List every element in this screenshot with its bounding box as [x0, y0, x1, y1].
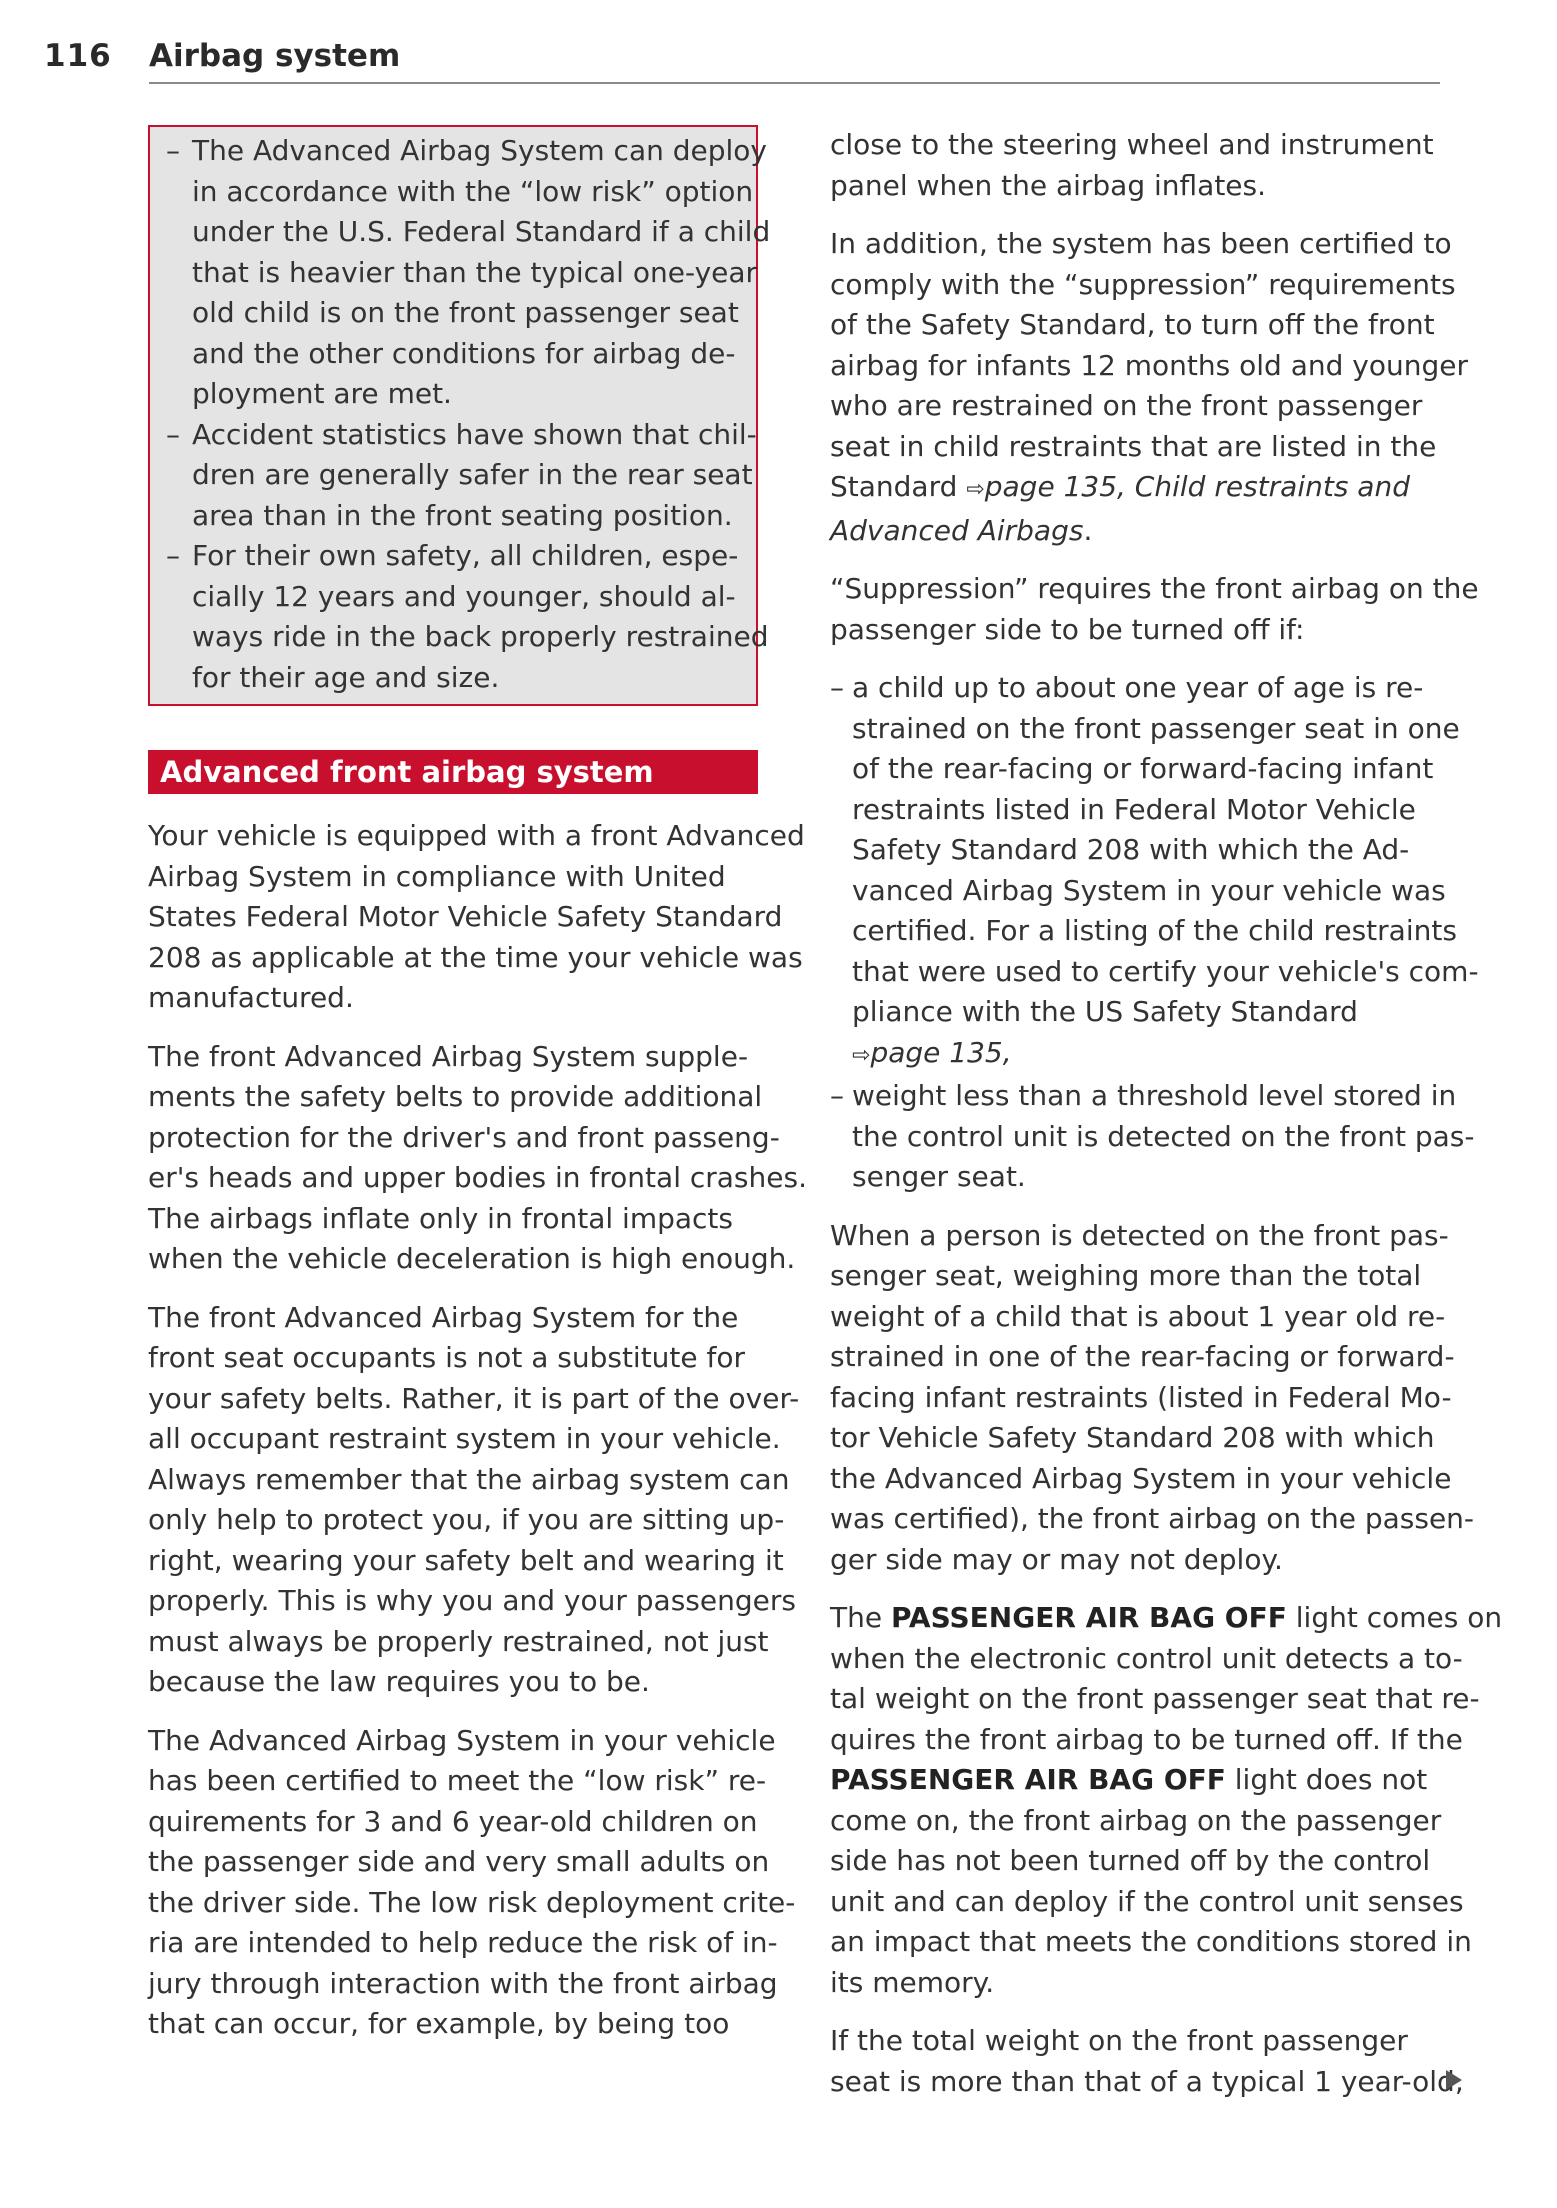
text-line: tal weight on the front passenger seat that re-: [830, 1682, 1480, 1715]
warning-item: [166, 131, 771, 415]
text-line: the passenger side and very small adults on: [148, 1845, 770, 1878]
page-ref-arrow-icon: ⇨: [852, 1042, 871, 1068]
warning-item: [166, 415, 757, 537]
text-line: The airbags inflate only in frontal impacts: [148, 1201, 733, 1235]
text-line: that is heavier than the typical one-year: [192, 255, 758, 289]
text-line: strained in one of the rear-facing or forward-: [830, 1340, 1455, 1373]
paragraph: [830, 125, 1440, 206]
list-item: [830, 1076, 1475, 1198]
text-line: senger seat, weighing more than the total: [830, 1259, 1422, 1292]
text-line: er's heads and upper bodies in frontal crashes.: [148, 1161, 807, 1194]
text-line: because the law requires you to be.: [148, 1665, 650, 1698]
section-heading: Advanced front airbag system: [148, 750, 758, 794]
text-line: If the total weight on the front passenger: [830, 2024, 1408, 2057]
text-line: The front Advanced Airbag System supple-: [148, 1039, 749, 1073]
text-line: side has not been turned off by the control: [830, 1844, 1431, 1877]
text-line: Airbag System in compliance with United: [148, 859, 726, 893]
suppression-list: [830, 668, 1479, 1198]
text-line: senger seat.: [852, 1160, 1026, 1193]
page-ref-arrow-icon: ⇨: [966, 477, 985, 502]
text-line: tor Vehicle Safety Standard 208 with which: [830, 1421, 1435, 1454]
text-line: seat is more than that of a typical 1 year-old,: [830, 2064, 1464, 2098]
text-fragment: light does not: [1234, 1763, 1428, 1796]
page-reference-link[interactable]: page 135,: [870, 1035, 1012, 1069]
page-reference-link[interactable]: page 135, Child restraints and: [984, 470, 1410, 503]
text-line: facing infant restraints (listed in Federal Mo-: [830, 1380, 1452, 1414]
text-line: only help to protect you, if you are sitting up-: [148, 1503, 785, 1536]
text-line: [830, 1598, 1503, 1639]
text-line: – weight less than a threshold level stored in: [852, 1079, 1457, 1112]
text-line: of the rear-facing or forward-facing infant: [852, 752, 1434, 785]
text-fragment: The: [830, 1601, 883, 1634]
paragraph: [148, 1037, 807, 1280]
text-line: the control unit is detected on the front pas-: [852, 1119, 1475, 1153]
text-line: vanced Airbag System in your vehicle was: [852, 873, 1446, 907]
text-line: has been certified to meet the “low risk” re-: [148, 1764, 767, 1797]
text-line: and the other conditions for airbag de-: [192, 336, 736, 370]
text-line: of the Safety Standard, to turn off the front: [830, 308, 1435, 341]
text-line: restraints listed in Federal Motor Vehicle: [852, 792, 1416, 826]
text-line: – a child up to about one year of age is re-: [852, 671, 1424, 704]
indicator-light-name: PASSENGER AIR BAG OFF: [890, 1601, 1287, 1634]
text-line: – Accident statistics have shown that chil-: [192, 417, 757, 451]
indicator-light-name: PASSENGER AIR BAG OFF: [830, 1763, 1226, 1796]
text-line: [830, 467, 1440, 511]
text-line: right, wearing your safety belt and wearing it: [148, 1543, 784, 1577]
text-line: Safety Standard 208 with which the Ad-: [852, 833, 1410, 866]
paragraph: [830, 1598, 1503, 2003]
text-line: Always remember that the airbag system can: [148, 1462, 790, 1496]
text-line: panel when the airbag inflates.: [830, 168, 1267, 202]
text-line: – For their own safety, all children, espe-: [192, 539, 739, 572]
header-rule: [149, 82, 1440, 84]
text-line: quires the front airbag to be turned off. If the: [830, 1722, 1463, 1756]
text-line: area than in the front seating position.: [192, 498, 733, 532]
text-line: “Suppression” requires the front airbag on the: [830, 572, 1479, 605]
text-line: that can occur, for example, by being too: [148, 2007, 730, 2040]
warning-box: [148, 125, 771, 706]
text-line: weight of a child that is about 1 year old re-: [830, 1299, 1446, 1333]
text-line: The Advanced Airbag System in your vehicle: [148, 1723, 776, 1757]
text-line: front seat occupants is not a substitute for: [148, 1341, 746, 1374]
list-item: [830, 668, 1479, 1076]
text-line: that were used to certify your vehicle's com-: [852, 954, 1479, 988]
paragraph: [148, 1721, 796, 2045]
continue-arrow-icon: [1446, 2070, 1462, 2090]
page-number: 116: [44, 38, 112, 74]
text-line: certified. For a listing of the child restraints: [852, 914, 1457, 947]
text-line: when the electronic control unit detects a to-: [830, 1641, 1463, 1675]
text-line: all occupant restraint system in your vehicle.: [148, 1422, 781, 1455]
text-line: airbag for infants 12 months old and younger: [830, 348, 1468, 382]
text-line: strained on the front passenger seat in one: [852, 711, 1460, 745]
text-line: cially 12 years and younger, should al-: [192, 579, 736, 613]
text-line: ments the safety belts to provide additional: [148, 1080, 763, 1113]
text-line: in accordance with the “low risk” option: [192, 174, 754, 208]
text-line: your safety belts. Rather, it is part of the over-: [148, 1381, 800, 1415]
paragraph: [830, 2021, 1464, 2102]
text-line: States Federal Motor Vehicle Safety Standard: [148, 900, 783, 933]
page-reference-link[interactable]: Advanced Airbags: [830, 513, 1084, 547]
text-line: Your vehicle is equipped with a front Advanced: [148, 819, 805, 852]
text-line: close to the steering wheel and instrument: [830, 128, 1434, 161]
text-line: for their age and size.: [192, 660, 500, 694]
text-line: unit and can deploy if the control unit senses: [830, 1884, 1464, 1918]
text-line: passenger side to be turned off if:: [830, 612, 1305, 646]
text-line: pliance with the US Safety Standard: [852, 995, 1358, 1028]
text-fragment: light comes on: [1295, 1601, 1503, 1634]
page-header: [44, 38, 1440, 86]
text-line: an impact that meets the conditions stored in: [830, 1925, 1472, 1958]
text-line: quirements for 3 and 6 year-old children on: [148, 1804, 758, 1838]
text-line: come on, the front airbag on the passenger: [830, 1803, 1442, 1837]
text-line: its memory.: [830, 1965, 995, 1999]
text-line: ger side may or may not deploy.: [830, 1542, 1283, 1576]
text-line: jury through interaction with the front airbag: [148, 1966, 778, 2000]
text-line: In addition, the system has been certified to: [830, 227, 1452, 260]
text-line: [830, 1760, 1440, 1801]
text-line: must always be properly restrained, not just: [148, 1624, 769, 1658]
text-line: [852, 1033, 1440, 1077]
text-line: seat in child restraints that are listed in the: [830, 429, 1437, 463]
text-line: ria are intended to help reduce the risk of in-: [148, 1926, 778, 1959]
text-line: ways ride in the back properly restrained: [192, 620, 769, 653]
left-column: [148, 125, 807, 2063]
text-line: manufactured.: [148, 981, 354, 1014]
text-line: dren are generally safer in the rear seat: [192, 458, 753, 491]
text-line: The front Advanced Airbag System for the: [148, 1300, 739, 1334]
text-line: old child is on the front passenger seat: [192, 296, 739, 329]
text-line: when the vehicle deceleration is high enough.: [148, 1242, 796, 1275]
text-line: Advanced Airbags.: [830, 513, 1093, 547]
text-line: who are restrained on the front passenger: [830, 389, 1423, 422]
text-line: the Advanced Airbag System in your vehicle: [830, 1461, 1452, 1495]
warning-item: [166, 536, 769, 698]
text-line: comply with the “suppression” requirements: [830, 267, 1456, 301]
text-line: the driver side. The low risk deployment crite-: [148, 1885, 796, 1919]
text-line: When a person is detected on the front pas-: [830, 1218, 1449, 1252]
text-line: was certified), the front airbag on the passen-: [830, 1502, 1475, 1535]
text-line: under the U.S. Federal Standard if a child: [192, 215, 771, 248]
text-line: properly. This is why you and your passengers: [148, 1584, 796, 1617]
text-line: 208 as applicable at the time your vehicle was: [148, 940, 803, 974]
paragraph: [830, 224, 1468, 551]
paragraph: [830, 569, 1479, 650]
text-line: protection for the driver's and front passeng-: [148, 1120, 780, 1154]
paragraph: [830, 1216, 1475, 1581]
paragraph: [148, 816, 805, 1019]
section-title: Airbag system: [149, 38, 401, 74]
text-fragment: Standard: [830, 470, 958, 503]
text-line: – The Advanced Airbag System can deploy: [192, 134, 767, 167]
paragraph: [148, 1298, 800, 1703]
right-column: [830, 125, 1503, 2120]
text-line: ployment are met.: [192, 377, 452, 410]
